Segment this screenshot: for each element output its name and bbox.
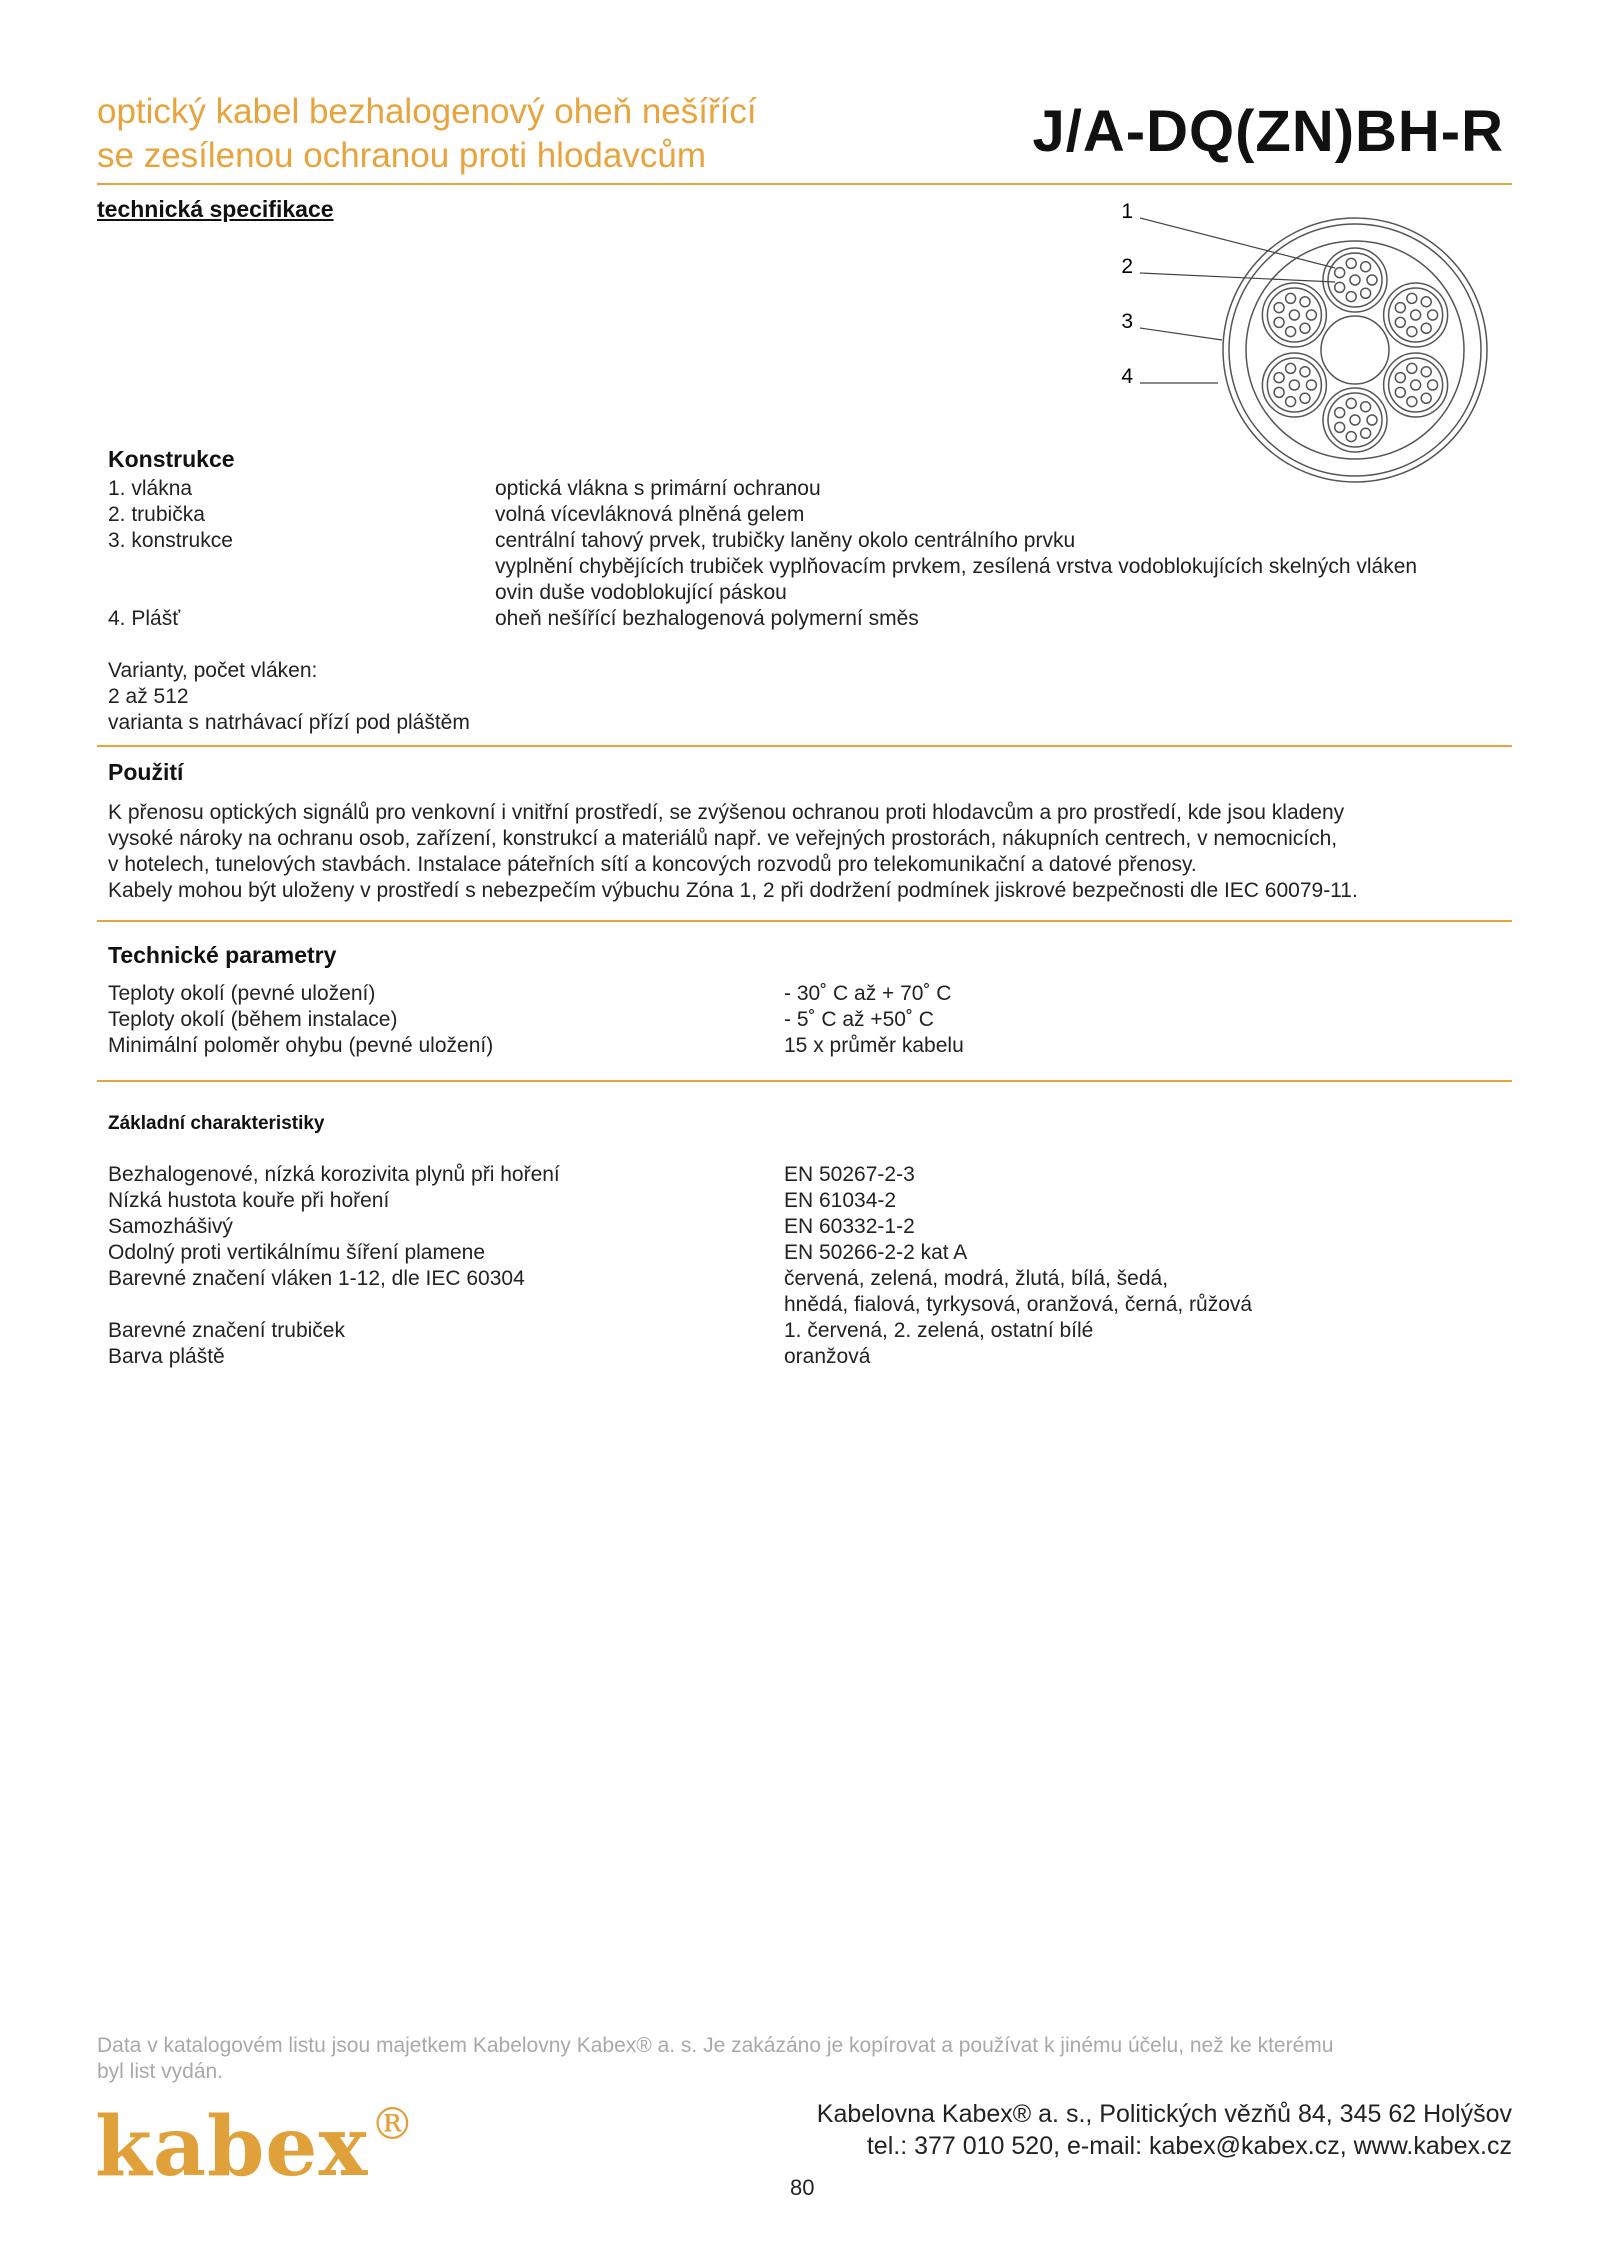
copyright-notice [97, 2033, 1517, 2085]
characteristic-row [108, 1292, 1508, 1318]
diagram-label-2: 2 [1121, 255, 1133, 278]
characteristic-row [108, 1162, 1508, 1188]
usage-line: K přenosu optických signálů pro venkovní i vnitřní prostředí, se zvýšenou ochranou proti hlodavcům a pro prostředí, kde jsou kladeny [108, 801, 1345, 824]
section-divider [97, 745, 1512, 747]
optical-fiber [1289, 310, 1299, 320]
optical-fiber [1286, 327, 1296, 337]
optical-fiber [1395, 317, 1405, 327]
characteristic-value: hnědá, fialová, tyrkysová, oranžová, černá, růžová [784, 1293, 1253, 1316]
optical-fiber [1286, 397, 1296, 407]
optical-fiber [1286, 293, 1296, 303]
characteristic-label: Barevné značení vláken 1-12, dle IEC 60304 [108, 1267, 525, 1290]
optical-fiber [1361, 288, 1371, 298]
optical-fiber [1421, 323, 1431, 333]
construction-row [108, 554, 1508, 580]
leader-line-3 [1140, 328, 1222, 340]
characteristic-label: Odolný proti vertikálnímu šíření plamene [108, 1241, 486, 1264]
tech-param-row [108, 1007, 1508, 1033]
tech-params-heading: Technické parametry [108, 942, 337, 968]
usage-line: vysoké nároky na ochranu osob, zařízení, konstrukcí a materiálů např. ve veřejných prostorách, nákupních centrech, v nemocnicích, [108, 827, 1338, 850]
document-subtitle [97, 90, 957, 178]
logo-registered-mark: ® [370, 2099, 416, 2150]
characteristic-value: červená, zelená, modrá, žlutá, bílá, šedá, [784, 1267, 1169, 1290]
characteristic-value: EN 50266-2-2 kat A [784, 1241, 968, 1264]
construction-row [108, 502, 1508, 528]
outer-sheath-circle [1223, 218, 1487, 482]
optical-fiber [1300, 367, 1310, 377]
optical-fiber [1395, 303, 1405, 313]
diagram-label-4: 4 [1121, 365, 1133, 388]
construction-heading: Konstrukce [108, 446, 235, 472]
optical-fiber [1395, 387, 1405, 397]
optical-fiber [1335, 282, 1345, 292]
section-divider [97, 1080, 1512, 1082]
optical-fiber [1411, 380, 1421, 390]
optical-fiber [1306, 310, 1316, 320]
optical-fiber [1367, 275, 1377, 285]
optical-fiber [1306, 380, 1316, 390]
tech-param-row [108, 1033, 1508, 1059]
characteristic-row [108, 1318, 1508, 1344]
variants-heading: Varianty, počet vláken: [108, 659, 318, 682]
optical-fiber [1300, 323, 1310, 333]
optical-fiber [1421, 393, 1431, 403]
tech-param-label: Teploty okolí (pevné uložení) [108, 982, 376, 1005]
characteristic-row [108, 1188, 1508, 1214]
optical-fiber [1407, 327, 1417, 337]
construction-row [108, 528, 1508, 554]
tech-param-row [108, 981, 1508, 1007]
construction-row [108, 476, 1508, 502]
construction-value: centrální tahový prvek, trubičky laněny okolo centrálního prvku [495, 529, 1076, 552]
logo-wordmark: kabex [95, 2099, 369, 2195]
optical-fiber [1411, 310, 1421, 320]
characteristic-value: EN 60332-1-2 [784, 1215, 915, 1238]
optical-fiber [1286, 363, 1296, 373]
optical-fiber [1421, 367, 1431, 377]
diagram-label-3: 3 [1121, 310, 1133, 333]
optical-fiber [1346, 398, 1356, 408]
optical-fiber [1407, 397, 1417, 407]
characteristic-value: 1. červená, 2. zelená, ostatní bílé [784, 1319, 1094, 1342]
optical-fiber [1335, 268, 1345, 278]
construction-value: oheň nešířící bezhalogenová polymerní směs [495, 607, 919, 630]
optical-fiber [1350, 275, 1360, 285]
construction-label: 2. trubička [108, 503, 205, 526]
usage-heading: Použití [108, 759, 184, 785]
tech-param-label: Minimální poloměr ohybu (pevné uložení) [108, 1034, 494, 1057]
optical-fiber [1289, 380, 1299, 390]
optical-fiber [1350, 415, 1360, 425]
copyright-line-2: byl list vydán. [97, 2060, 224, 2083]
kabex-logo [95, 2080, 416, 2195]
optical-fiber [1346, 432, 1356, 442]
characteristic-row [108, 1266, 1508, 1292]
variants-fiber-count: 2 až 512 [108, 685, 189, 708]
optical-fiber [1346, 292, 1356, 302]
characteristic-label: Barva pláště [108, 1345, 225, 1368]
page-number: 80 [790, 2175, 815, 2200]
contact-address: Kabelovna Kabex® a. s., Politických vězňů 84, 345 62 Holýšov [816, 2100, 1512, 2128]
characteristic-label: Samozhášivý [108, 1215, 233, 1238]
construction-value: vyplnění chybějících trubiček vyplňovacím prvkem, zesílená vrstva vodoblokujících skelných vláken [495, 555, 1418, 578]
characteristic-row [108, 1240, 1508, 1266]
characteristic-label: Nízká hustota kouře při hoření [108, 1189, 390, 1212]
optical-fiber [1274, 387, 1284, 397]
tech-param-value: 15 x průměr kabelu [784, 1034, 964, 1057]
usage-line: v hotelech, tunelových stavbách. Instalace páteřních sítí a koncových rozvodů pro telekomunikační a datové přenosy. [108, 853, 1197, 876]
subtitle-line-2: se zesílenou ochranou proti hlodavcům [97, 136, 706, 175]
characteristic-value: EN 61034-2 [784, 1189, 897, 1212]
optical-fiber [1274, 317, 1284, 327]
optical-fiber [1300, 393, 1310, 403]
characteristics-heading: Základní charakteristiky [108, 1113, 325, 1134]
variants-option: varianta s natrhávací přízí pod pláštěm [108, 711, 470, 734]
product-code: J/A-DQ(ZN)BH-R [1032, 99, 1504, 164]
optical-fiber [1274, 303, 1284, 313]
construction-value: volná vícevláknová plněná gelem [495, 503, 805, 526]
usage-paragraph [108, 800, 1513, 904]
diagram-label-1: 1 [1121, 200, 1133, 223]
optical-fiber [1300, 297, 1310, 307]
construction-label: 1. vlákna [108, 477, 193, 500]
subtitle-line-1: optický kabel bezhalogenový oheň nešířící [97, 92, 757, 131]
construction-label: 4. Plášť [108, 607, 181, 630]
company-contact [817, 2098, 1512, 2162]
optical-fiber [1395, 373, 1405, 383]
optical-fiber [1407, 363, 1417, 373]
core-wrap-circle [1246, 241, 1464, 459]
header-divider [97, 183, 1512, 185]
characteristic-row [108, 1214, 1508, 1240]
tech-param-label: Teploty okolí (během instalace) [108, 1008, 398, 1031]
usage-line: Kabely mohou být uloženy v prostředí s nebezpečím výbuchu Zóna 1, 2 při dodržení podmínek jiskrové bezpečnosti dle IEC 60079-11. [108, 879, 1358, 902]
optical-fiber [1361, 262, 1371, 272]
optical-fiber [1361, 402, 1371, 412]
optical-fiber [1335, 422, 1345, 432]
construction-row [108, 606, 1508, 632]
optical-fiber [1407, 293, 1417, 303]
tech-param-value: - 30˚ C až + 70˚ C [784, 982, 952, 1005]
construction-label: 3. konstrukce [108, 529, 233, 552]
characteristic-row [108, 1344, 1508, 1370]
characteristic-label: Bezhalogenové, nízká korozivita plynů při hoření [108, 1163, 560, 1186]
optical-fiber [1428, 380, 1438, 390]
optical-fiber [1274, 373, 1284, 383]
contact-phone-email-web: tel.: 377 010 520, e-mail: kabex@kabex.cz, www.kabex.cz [866, 2132, 1512, 2160]
leader-line-1 [1140, 218, 1335, 268]
sheath-inner-circle [1229, 224, 1481, 476]
optical-fiber [1421, 297, 1431, 307]
copyright-line-1: Data v katalogovém listu jsou majetkem Kabelovny Kabex® a. s. Je zakázáno je kopírovat a používat k jinému účelu, než ke kterému [97, 2034, 1334, 2057]
optical-fiber [1367, 415, 1377, 425]
optical-fiber [1361, 428, 1371, 438]
characteristic-value: oranžová [784, 1345, 871, 1368]
tech-param-value: - 5˚ C až +50˚ C [784, 1008, 934, 1031]
characteristic-label: Barevné značení trubiček [108, 1319, 345, 1342]
construction-value: optická vlákna s primární ochranou [495, 477, 821, 500]
leader-line-2 [1140, 273, 1335, 282]
optical-fiber [1346, 258, 1356, 268]
optical-fiber [1335, 408, 1345, 418]
characteristic-value: EN 50267-2-3 [784, 1163, 915, 1186]
construction-value: ovin duše vodoblokující páskou [495, 581, 787, 604]
section-divider [97, 920, 1512, 922]
construction-row [108, 580, 1508, 606]
section-link-technical-spec[interactable]: technická specifikace [97, 196, 334, 222]
loose-tubes [1262, 248, 1447, 452]
optical-fiber [1428, 310, 1438, 320]
central-strength-member [1321, 316, 1389, 384]
